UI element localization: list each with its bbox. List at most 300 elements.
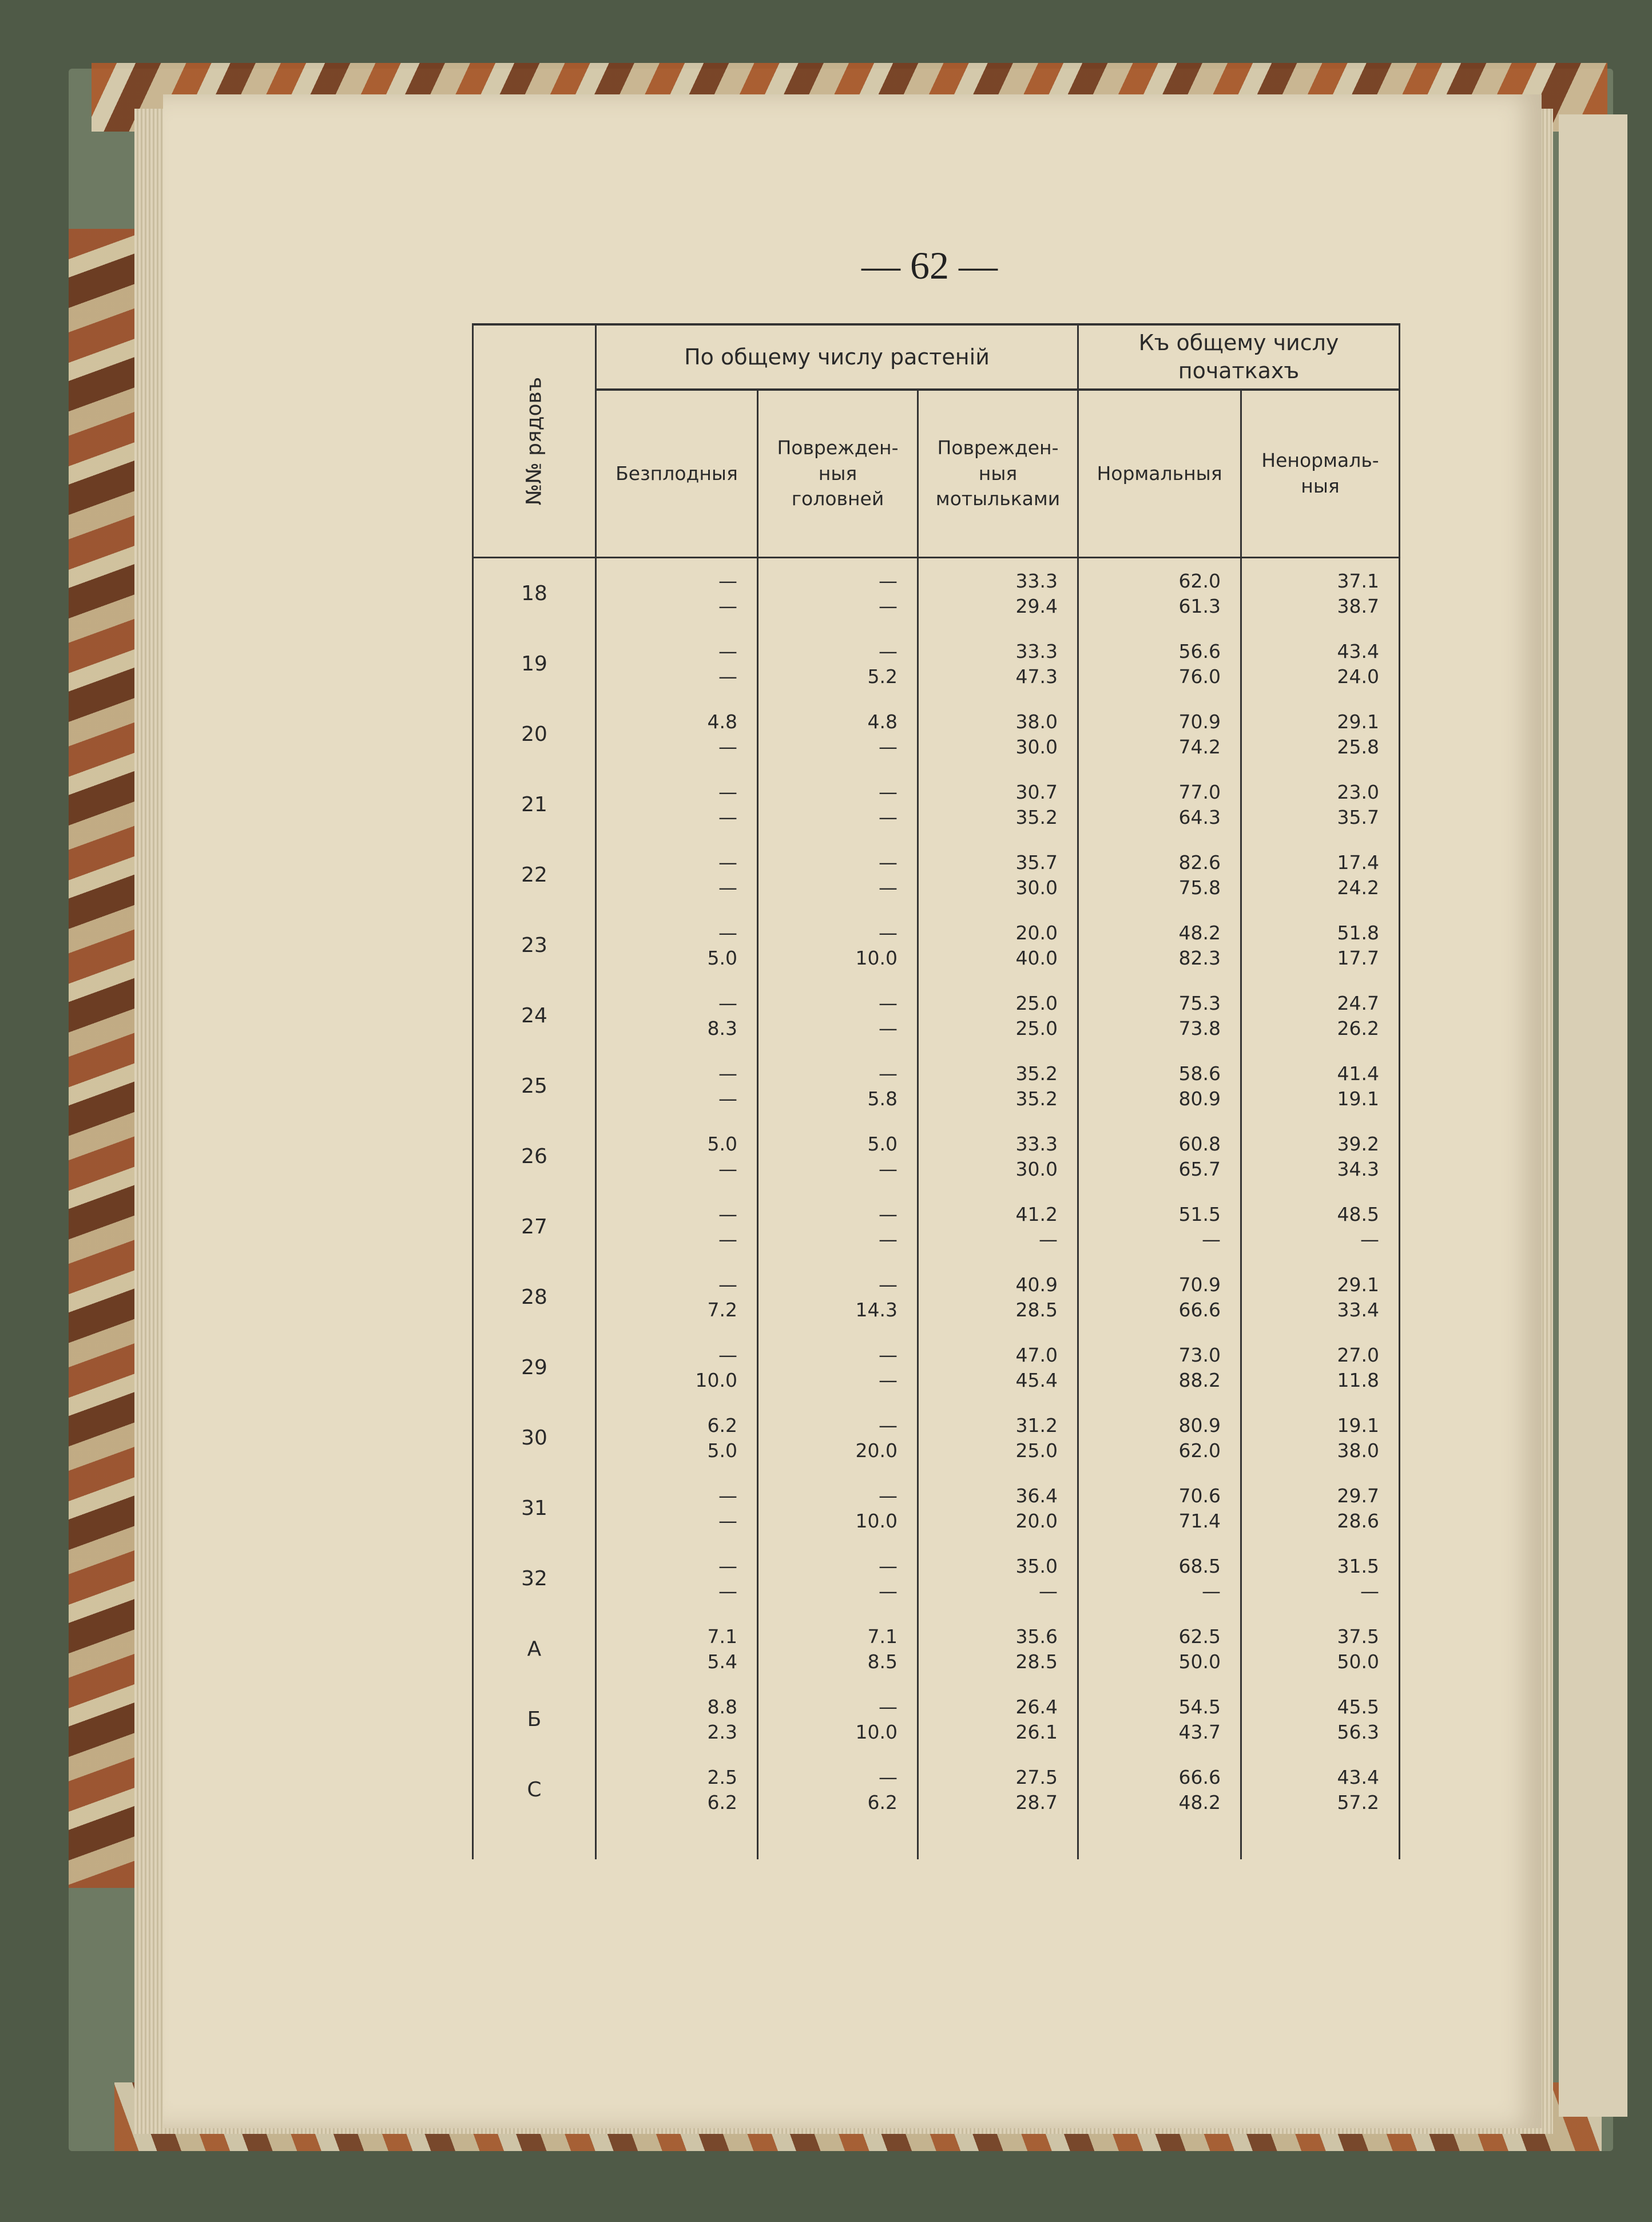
cell-value-second: 24.2	[1337, 876, 1379, 899]
cell-barren	[596, 1051, 758, 1121]
row-number: 23	[473, 910, 596, 981]
facing-page-edge	[1559, 114, 1627, 2117]
cell-value-second: 8.5	[867, 1650, 898, 1673]
cell-value-second: —	[1360, 1580, 1379, 1602]
cell-value-second: —	[718, 665, 737, 688]
tail-cell	[1241, 1825, 1400, 1859]
row-number: 30	[473, 1403, 596, 1473]
cell-value-second: 62.0	[1178, 1439, 1221, 1462]
cell-value-first: —	[718, 1062, 737, 1085]
cell-value-second: 50.0	[1178, 1650, 1221, 1673]
cell-value-second: —	[1202, 1580, 1221, 1602]
cell-value-first: 60.8	[1178, 1132, 1221, 1155]
cell-value-second: 48.2	[1178, 1791, 1221, 1814]
cell-value-second: 5.0	[707, 1439, 737, 1462]
cell-value-second: —	[718, 1580, 737, 1602]
cell-value-second: 88.2	[1178, 1368, 1221, 1391]
row-number: 25	[473, 1051, 596, 1121]
cell-value-first: —	[718, 1343, 737, 1366]
column-header-abnormal: Ненормаль-ныя	[1241, 390, 1400, 558]
row-number: 20	[473, 699, 596, 769]
column-header-normal: Нормальныя	[1078, 390, 1241, 558]
cell-value-second: 20.0	[1015, 1509, 1058, 1532]
cell-value-first: —	[879, 1203, 898, 1225]
cell-value-second: 11.8	[1337, 1368, 1379, 1391]
cell-value-second: —	[879, 1228, 898, 1251]
cell-barren	[596, 558, 758, 629]
cell-value-second: —	[1039, 1580, 1058, 1602]
cell-value-first: 39.2	[1337, 1132, 1379, 1155]
row-number-header-label: №№ рядовъ	[522, 376, 546, 506]
tail-cell	[596, 1825, 758, 1859]
cell-value-first: 29.1	[1337, 1273, 1379, 1296]
cell-value-second: 24.0	[1337, 665, 1379, 688]
table-row	[473, 699, 1400, 769]
cell-barren	[596, 1473, 758, 1544]
cell-abnormal	[1241, 840, 1400, 910]
cell-value-second: 61.3	[1178, 594, 1221, 617]
cell-value-second: —	[1360, 1228, 1379, 1251]
cell-value-second: 20.0	[855, 1439, 898, 1462]
cell-normal	[1078, 910, 1241, 981]
cell-barren	[596, 699, 758, 769]
row-number: 32	[473, 1544, 596, 1614]
cell-abnormal	[1241, 1755, 1400, 1825]
cell-barren	[596, 1121, 758, 1192]
cell-value-second: —	[1039, 1228, 1058, 1251]
cell-value-first: —	[879, 1343, 898, 1366]
cell-normal	[1078, 1473, 1241, 1544]
cell-value-first: 51.5	[1178, 1203, 1221, 1225]
row-number: 28	[473, 1262, 596, 1332]
cell-value-second: —	[879, 1017, 898, 1039]
cell-value-second: 38.0	[1337, 1439, 1379, 1462]
cell-value-first: —	[718, 1203, 737, 1225]
cell-normal	[1078, 1262, 1241, 1332]
cell-value-first: 73.0	[1178, 1343, 1221, 1366]
cell-smut	[758, 1614, 918, 1684]
cell-value-first: —	[879, 1273, 898, 1296]
cell-abnormal	[1241, 1544, 1400, 1614]
cell-value-second: 66.6	[1178, 1298, 1221, 1321]
cell-value-second: 43.7	[1178, 1720, 1221, 1743]
cell-barren	[596, 629, 758, 699]
cell-value-second: —	[879, 1580, 898, 1602]
cell-value-second: 19.1	[1337, 1087, 1379, 1110]
cell-value-second: 17.7	[1337, 946, 1379, 969]
cell-barren	[596, 1332, 758, 1403]
cell-normal	[1078, 1544, 1241, 1614]
cell-value-first: —	[879, 1765, 898, 1788]
cell-value-first: 20.0	[1015, 921, 1058, 944]
cell-barren	[596, 1544, 758, 1614]
cell-value-first: 31.2	[1015, 1414, 1058, 1437]
row-number: Б	[473, 1684, 596, 1755]
cell-value-first: —	[718, 1484, 737, 1507]
cell-value-first: 43.4	[1337, 640, 1379, 662]
row-number: 26	[473, 1121, 596, 1192]
cell-moth	[918, 629, 1078, 699]
cell-value-first: —	[718, 640, 737, 662]
cell-value-first: 35.0	[1015, 1554, 1058, 1577]
cell-abnormal	[1241, 1262, 1400, 1332]
cell-value-first: 41.4	[1337, 1062, 1379, 1085]
cell-normal	[1078, 1051, 1241, 1121]
cell-value-first: —	[879, 1695, 898, 1718]
cell-value-first: 37.5	[1337, 1625, 1379, 1648]
cell-value-first: 31.5	[1337, 1554, 1379, 1577]
cell-moth	[918, 1262, 1078, 1332]
cell-normal	[1078, 840, 1241, 910]
cell-moth	[918, 1192, 1078, 1262]
cell-normal	[1078, 1755, 1241, 1825]
cell-value-second: —	[879, 594, 898, 617]
cell-value-first: 4.8	[707, 710, 737, 733]
tail-cell	[918, 1825, 1078, 1859]
cell-value-second: 10.0	[855, 1509, 898, 1532]
cell-smut	[758, 699, 918, 769]
cell-value-first: —	[879, 1414, 898, 1437]
cell-value-first: 75.3	[1178, 991, 1221, 1014]
column-header-smut-damaged: Поврежден-ныя головней	[758, 390, 918, 558]
cell-value-second: 26.2	[1337, 1017, 1379, 1039]
cell-barren	[596, 1614, 758, 1684]
cell-value-first: 29.7	[1337, 1484, 1379, 1507]
cell-value-first: —	[718, 991, 737, 1014]
cell-value-first: 45.5	[1337, 1695, 1379, 1718]
cell-barren	[596, 1755, 758, 1825]
data-table	[472, 323, 1400, 1859]
cell-abnormal	[1241, 1403, 1400, 1473]
cell-value-second: 25.0	[1015, 1439, 1058, 1462]
tail-cell	[758, 1825, 918, 1859]
cell-barren	[596, 1684, 758, 1755]
cell-normal	[1078, 1403, 1241, 1473]
cell-value-second: 7.2	[707, 1298, 737, 1321]
group-header-total-ears: Къ общему числу початкахъ	[1078, 324, 1400, 390]
table-row	[473, 1121, 1400, 1192]
cell-abnormal	[1241, 629, 1400, 699]
cell-value-second: —	[879, 1157, 898, 1180]
cell-value-second: 28.7	[1015, 1791, 1058, 1814]
cell-normal	[1078, 981, 1241, 1051]
cell-value-second: 30.0	[1015, 876, 1058, 899]
cell-value-second: 30.0	[1015, 735, 1058, 758]
cell-barren	[596, 1403, 758, 1473]
cell-value-first: —	[879, 1062, 898, 1085]
row-number: А	[473, 1614, 596, 1684]
group-header-total-plants: По общему числу растеній	[596, 324, 1078, 390]
cell-smut	[758, 1755, 918, 1825]
table-row	[473, 769, 1400, 840]
cell-value-second: 28.5	[1015, 1650, 1058, 1673]
cell-value-first: 35.2	[1015, 1062, 1058, 1085]
column-header-moth-damaged: Поврежден-ныя мотыльками	[918, 390, 1078, 558]
cell-moth	[918, 910, 1078, 981]
cell-moth	[918, 699, 1078, 769]
row-number-header	[473, 324, 596, 558]
cell-value-second: —	[718, 876, 737, 899]
cell-value-first: 30.7	[1015, 780, 1058, 803]
cell-value-second: 64.3	[1178, 806, 1221, 828]
cell-normal	[1078, 629, 1241, 699]
cell-value-first: 6.2	[707, 1414, 737, 1437]
table-row	[473, 1332, 1400, 1403]
cell-value-first: 56.6	[1178, 640, 1221, 662]
row-number: 27	[473, 1192, 596, 1262]
cell-smut	[758, 1121, 918, 1192]
cell-abnormal	[1241, 910, 1400, 981]
table-row	[473, 840, 1400, 910]
cell-normal	[1078, 769, 1241, 840]
cell-value-first: 70.9	[1178, 710, 1221, 733]
cell-value-first: 19.1	[1337, 1414, 1379, 1437]
cell-value-second: 10.0	[855, 1720, 898, 1743]
cell-moth	[918, 769, 1078, 840]
cell-value-first: —	[718, 780, 737, 803]
marbled-cover-left	[69, 229, 137, 1888]
cell-abnormal	[1241, 981, 1400, 1051]
cell-value-second: —	[718, 735, 737, 758]
table-row	[473, 910, 1400, 981]
cell-value-first: 35.7	[1015, 851, 1058, 874]
cell-moth	[918, 1121, 1078, 1192]
tail-cell	[1078, 1825, 1241, 1859]
cell-value-first: —	[879, 1554, 898, 1577]
cell-value-first: 41.2	[1015, 1203, 1058, 1225]
row-number: 19	[473, 629, 596, 699]
cell-smut	[758, 981, 918, 1051]
cell-smut	[758, 558, 918, 629]
cell-smut	[758, 1051, 918, 1121]
row-number: 31	[473, 1473, 596, 1544]
cell-value-second: —	[879, 806, 898, 828]
cell-value-second: 35.2	[1015, 1087, 1058, 1110]
cell-moth	[918, 981, 1078, 1051]
cell-value-second: —	[718, 1087, 737, 1110]
cell-value-second: 65.7	[1178, 1157, 1221, 1180]
cell-value-second: 5.0	[707, 946, 737, 969]
cell-moth	[918, 1614, 1078, 1684]
cell-value-first: —	[718, 851, 737, 874]
cell-moth	[918, 1332, 1078, 1403]
table-row	[473, 629, 1400, 699]
table-row	[473, 1473, 1400, 1544]
table-row	[473, 1755, 1400, 1825]
cell-value-second: 6.2	[867, 1791, 898, 1814]
row-number: 24	[473, 981, 596, 1051]
cell-value-first: 51.8	[1337, 921, 1379, 944]
cell-value-second: 2.3	[707, 1720, 737, 1743]
cell-value-first: 5.0	[867, 1132, 898, 1155]
cell-value-first: 37.1	[1337, 569, 1379, 592]
cell-value-second: 30.0	[1015, 1157, 1058, 1180]
cell-value-second: —	[879, 735, 898, 758]
cell-value-second: —	[1202, 1228, 1221, 1251]
cell-normal	[1078, 1332, 1241, 1403]
cell-value-first: —	[879, 780, 898, 803]
cell-smut	[758, 1262, 918, 1332]
cell-value-second: 57.2	[1337, 1791, 1379, 1814]
cell-value-first: —	[879, 1484, 898, 1507]
cell-value-first: —	[879, 921, 898, 944]
cell-value-second: 73.8	[1178, 1017, 1221, 1039]
cell-smut	[758, 1684, 918, 1755]
cell-normal	[1078, 1121, 1241, 1192]
cell-normal	[1078, 699, 1241, 769]
cell-value-first: 33.3	[1015, 569, 1058, 592]
cell-value-second: —	[718, 806, 737, 828]
cell-value-first: 40.9	[1015, 1273, 1058, 1296]
cell-smut	[758, 1332, 918, 1403]
column-header-barren: Безплодныя	[596, 390, 758, 558]
cell-moth	[918, 1051, 1078, 1121]
cell-value-second: —	[718, 594, 737, 617]
row-number: 29	[473, 1332, 596, 1403]
cell-value-first: —	[718, 1554, 737, 1577]
cell-smut	[758, 1544, 918, 1614]
cell-value-first: 33.3	[1015, 1132, 1058, 1155]
cell-abnormal	[1241, 1473, 1400, 1544]
cell-value-second: 35.2	[1015, 806, 1058, 828]
cell-normal	[1078, 1684, 1241, 1755]
row-number: 21	[473, 769, 596, 840]
cell-abnormal	[1241, 1332, 1400, 1403]
table-tail	[473, 1825, 1400, 1859]
cell-value-first: 27.0	[1337, 1343, 1379, 1366]
cell-value-first: 82.6	[1178, 851, 1221, 874]
cell-barren	[596, 1262, 758, 1332]
cell-value-first: 38.0	[1015, 710, 1058, 733]
cell-normal	[1078, 558, 1241, 629]
cell-value-second: 28.6	[1337, 1509, 1379, 1532]
cell-abnormal	[1241, 1192, 1400, 1262]
cell-abnormal	[1241, 769, 1400, 840]
cell-value-second: 71.4	[1178, 1509, 1221, 1532]
cell-value-first: 29.1	[1337, 710, 1379, 733]
cell-smut	[758, 910, 918, 981]
cell-value-first: 8.8	[707, 1695, 737, 1718]
cell-value-second: —	[718, 1509, 737, 1532]
cell-abnormal	[1241, 1614, 1400, 1684]
cell-smut	[758, 629, 918, 699]
cell-abnormal	[1241, 1684, 1400, 1755]
cell-abnormal	[1241, 699, 1400, 769]
cell-value-second: 75.8	[1178, 876, 1221, 899]
cell-value-second: 10.0	[855, 946, 898, 969]
table-row	[473, 1614, 1400, 1684]
cell-value-first: —	[879, 640, 898, 662]
cell-value-first: 54.5	[1178, 1695, 1221, 1718]
cell-value-first: 80.9	[1178, 1414, 1221, 1437]
cell-value-second: 6.2	[707, 1791, 737, 1814]
cell-moth	[918, 1403, 1078, 1473]
cell-value-first: 35.6	[1015, 1625, 1058, 1648]
cell-value-second: 5.2	[867, 665, 898, 688]
cell-value-second: 38.7	[1337, 594, 1379, 617]
cell-value-second: 5.8	[867, 1087, 898, 1110]
cell-value-second: 82.3	[1178, 946, 1221, 969]
cell-moth	[918, 1755, 1078, 1825]
cell-value-first: 62.5	[1178, 1625, 1221, 1648]
cell-value-second: 25.8	[1337, 735, 1379, 758]
cell-barren	[596, 981, 758, 1051]
cell-moth	[918, 558, 1078, 629]
cell-value-second: 25.0	[1015, 1017, 1058, 1039]
table-row	[473, 1192, 1400, 1262]
cell-value-second: —	[879, 876, 898, 899]
cell-value-first: 70.6	[1178, 1484, 1221, 1507]
cell-value-first: 36.4	[1015, 1484, 1058, 1507]
row-number: С	[473, 1755, 596, 1825]
cell-barren	[596, 910, 758, 981]
cell-value-second: 10.0	[695, 1368, 737, 1391]
table-row	[473, 1544, 1400, 1614]
cell-value-first: 58.6	[1178, 1062, 1221, 1085]
cell-value-first: 43.4	[1337, 1765, 1379, 1788]
cell-value-second: 35.7	[1337, 806, 1379, 828]
cell-value-second: 8.3	[707, 1017, 737, 1039]
cell-smut	[758, 840, 918, 910]
table-row	[473, 558, 1400, 629]
cell-value-first: 7.1	[867, 1625, 898, 1648]
cell-value-first: —	[718, 569, 737, 592]
cell-value-first: 62.0	[1178, 569, 1221, 592]
cell-value-second: 29.4	[1015, 594, 1058, 617]
cell-value-first: 48.5	[1337, 1203, 1379, 1225]
cell-value-first: —	[718, 1273, 737, 1296]
cell-abnormal	[1241, 558, 1400, 629]
cell-value-second: —	[718, 1228, 737, 1251]
cell-value-second: 14.3	[855, 1298, 898, 1321]
cell-moth	[918, 1544, 1078, 1614]
row-number: 22	[473, 840, 596, 910]
cell-value-second: 80.9	[1178, 1087, 1221, 1110]
cell-value-first: 27.5	[1015, 1765, 1058, 1788]
cell-value-second: 33.4	[1337, 1298, 1379, 1321]
cell-value-first: 5.0	[707, 1132, 737, 1155]
cell-smut	[758, 1403, 918, 1473]
cell-value-second: 28.5	[1015, 1298, 1058, 1321]
cell-smut	[758, 769, 918, 840]
table-row	[473, 1051, 1400, 1121]
cell-value-first: 77.0	[1178, 780, 1221, 803]
cell-normal	[1078, 1614, 1241, 1684]
cell-value-second: 76.0	[1178, 665, 1221, 688]
cell-value-second: 45.4	[1015, 1368, 1058, 1391]
cell-value-first: 23.0	[1337, 780, 1379, 803]
cell-smut	[758, 1192, 918, 1262]
table-row	[473, 1262, 1400, 1332]
cell-value-first: 66.6	[1178, 1765, 1221, 1788]
cell-value-first: 4.8	[867, 710, 898, 733]
cell-value-second: 56.3	[1337, 1720, 1379, 1743]
cell-value-first: —	[879, 569, 898, 592]
cell-value-first: 47.0	[1015, 1343, 1058, 1366]
table-row	[473, 1684, 1400, 1755]
page-number: — 62 —	[861, 244, 998, 287]
cell-barren	[596, 1192, 758, 1262]
cell-value-second: 26.1	[1015, 1720, 1058, 1743]
cell-value-first: 7.1	[707, 1625, 737, 1648]
cell-value-first: 68.5	[1178, 1554, 1221, 1577]
cell-abnormal	[1241, 1051, 1400, 1121]
cell-barren	[596, 769, 758, 840]
cell-value-second: —	[879, 1368, 898, 1391]
tail-cell	[473, 1825, 596, 1859]
cell-normal	[1078, 1192, 1241, 1262]
cell-value-first: 24.7	[1337, 991, 1379, 1014]
